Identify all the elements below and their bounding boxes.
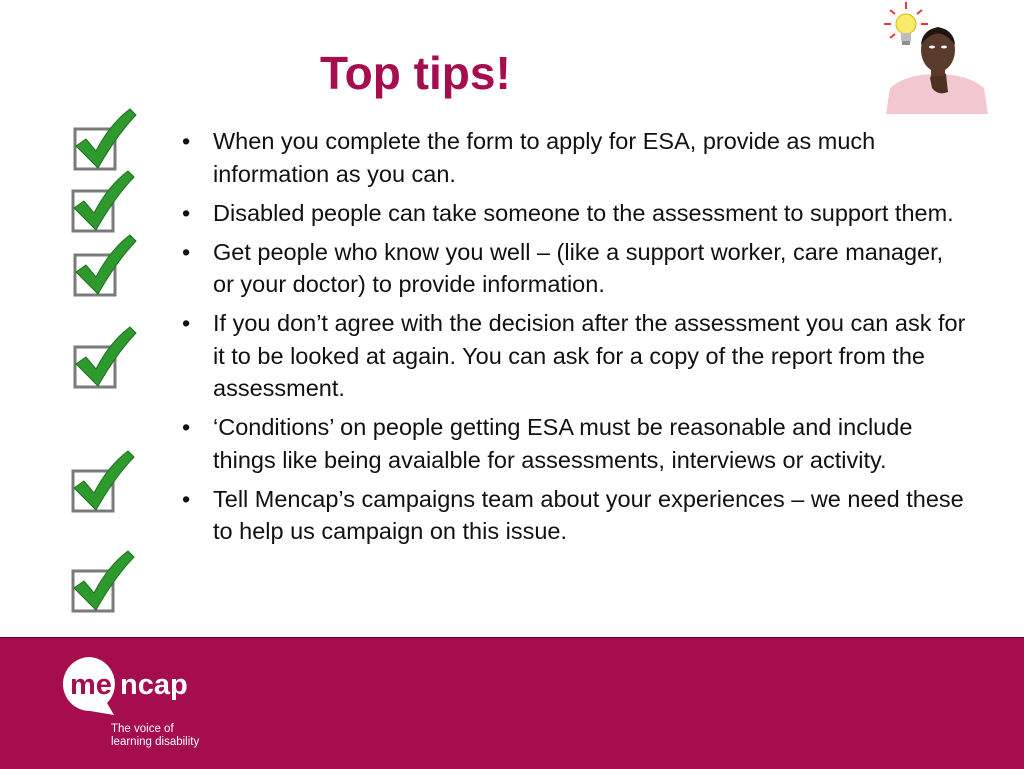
tip-text: Tell Mencap’s campaigns team about your experiences – we need these to help us campaign on this issue. <box>213 485 964 544</box>
tip-item <box>180 483 970 548</box>
tip-item <box>180 236 970 301</box>
slide-title: Top tips! <box>320 47 511 99</box>
bullet-icon: • <box>182 414 191 440</box>
bullet-icon: • <box>182 310 191 336</box>
tagline-line-1: The voice of <box>111 723 174 735</box>
tip-text: ‘Conditions’ on people getting ESA must be reasonable and include things like being avaialble for assessments, interviews or activity. <box>213 414 913 473</box>
bullet-icon: • <box>182 199 191 226</box>
tip-item <box>180 307 970 405</box>
checkmark-checkbox-icon <box>66 548 136 616</box>
tip-item <box>180 197 970 230</box>
checkmark-checkbox-icon <box>68 232 138 300</box>
logo-me: me <box>70 669 112 701</box>
checkmark-checkbox-icon <box>66 168 136 236</box>
mencap-logo <box>62 655 222 715</box>
logo-ncap: ncap <box>120 669 188 701</box>
bullet-icon: • <box>182 485 191 512</box>
tip-text: Disabled people can take someone to the assessment to support them. <box>213 199 954 226</box>
tips-list <box>180 125 970 554</box>
tip-text: Get people who know you well – (like a support worker, care manager, or your doctor) to provide information. <box>213 238 944 297</box>
bullet-icon: • <box>182 128 191 154</box>
checkmark-checkbox-icon <box>68 106 138 174</box>
tip-text: If you don’t agree with the decision after the assessment you can ask for it to be looked at again. You can ask for a copy of the report from the assessment. <box>213 310 966 401</box>
tip-item <box>180 125 970 190</box>
checkmark-checkbox-icon <box>66 448 136 516</box>
lightbulb-icon <box>884 2 928 45</box>
tip-item <box>180 411 970 476</box>
logo-tagline <box>111 723 199 749</box>
tagline-line-2: learning disability <box>111 736 200 748</box>
thinking-man-illustration <box>876 0 996 114</box>
checkmark-checkbox-icon <box>68 324 138 392</box>
bullet-icon: • <box>182 238 191 265</box>
tip-text: When you complete the form to apply for ESA, provide as much information as you can. <box>213 128 876 187</box>
